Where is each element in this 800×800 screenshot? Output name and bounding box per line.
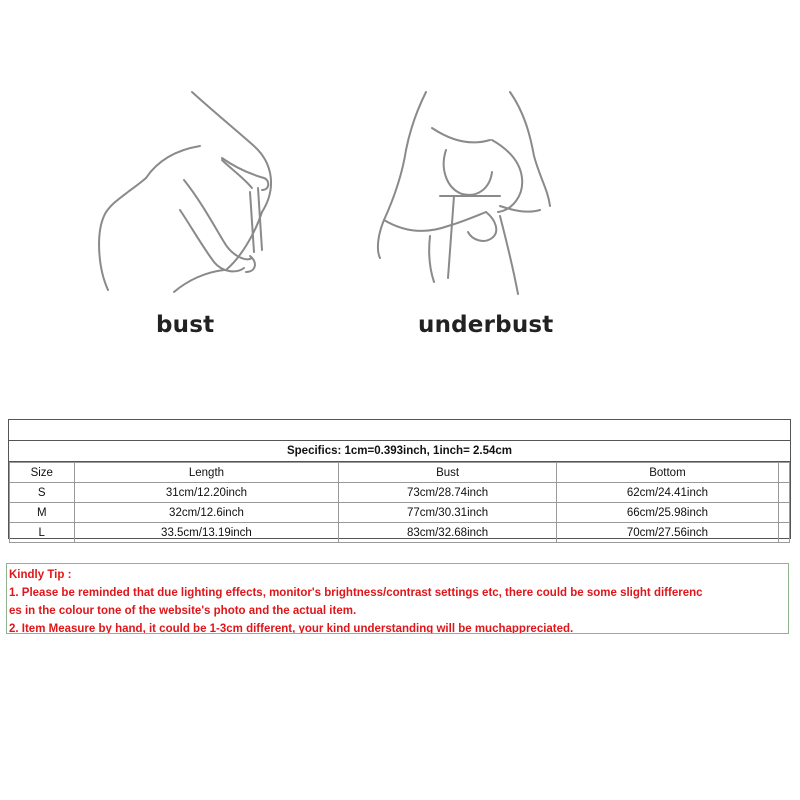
table-row: [10, 503, 790, 523]
cell-bust: 77cm/30.31inch: [339, 503, 556, 523]
header-size: Size: [10, 463, 75, 483]
size-table-header-row: [10, 463, 790, 483]
kindly-tip: [6, 563, 789, 634]
cell-bust: 83cm/32.68inch: [339, 523, 556, 543]
size-chart: [8, 419, 791, 539]
header-length: Length: [74, 463, 339, 483]
size-table: [9, 462, 790, 543]
size-chart-top-band: [9, 420, 790, 441]
cell-size: M: [10, 503, 75, 523]
cell-spacer: [779, 483, 790, 503]
header-bust: Bust: [339, 463, 556, 483]
underbust-figure-illustration: [378, 92, 550, 294]
cell-size: L: [10, 523, 75, 543]
cell-length: 33.5cm/13.19inch: [74, 523, 339, 543]
cell-bust: 73cm/28.74inch: [339, 483, 556, 503]
tip-line-2: es in the colour tone of the website's photo and the actual item.: [9, 605, 357, 617]
cell-bottom: 66cm/25.98inch: [556, 503, 778, 523]
tip-line-3: 2. Item Measure by hand, it could be 1-3cm different, your kind understanding will be muchappreciated.: [9, 623, 574, 634]
cell-length: 32cm/12.6inch: [74, 503, 339, 523]
header-bottom: Bottom: [556, 463, 778, 483]
header-spacer: [779, 463, 790, 483]
cell-length: 31cm/12.20inch: [74, 483, 339, 503]
tip-line-1: 1. Please be reminded that due lighting effects, monitor's brightness/contrast settings etc, there could be some slight differenc: [9, 587, 703, 599]
table-row: [10, 483, 790, 503]
cell-spacer: [779, 523, 790, 543]
cell-spacer: [779, 503, 790, 523]
bust-label: bust: [156, 312, 215, 338]
cell-bottom: 70cm/27.56inch: [556, 523, 778, 543]
table-row: [10, 523, 790, 543]
measurement-illustrations: [0, 0, 800, 310]
underbust-label: underbust: [418, 312, 554, 338]
cell-size: S: [10, 483, 75, 503]
cell-bottom: 62cm/24.41inch: [556, 483, 778, 503]
tip-title: Kindly Tip :: [9, 569, 72, 581]
bust-figure-illustration: [99, 92, 271, 292]
size-chart-specifics: Specifics: 1cm=0.393inch, 1inch= 2.54cm: [9, 441, 790, 462]
